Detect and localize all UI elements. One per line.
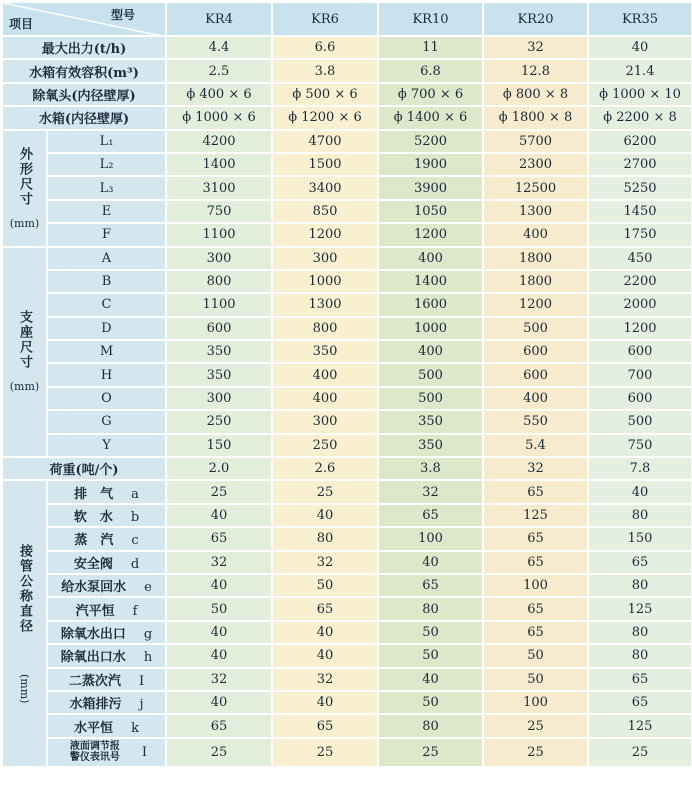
sub-label: H (47, 363, 166, 386)
value-cell: 350 (166, 340, 272, 363)
value-cell: 1400 (378, 270, 483, 293)
value-cell: 32 (483, 36, 588, 59)
sub-label: L₁ (47, 130, 166, 153)
value-cell: 65 (588, 691, 692, 714)
pipe-name: 水箱排污 (69, 697, 122, 713)
value-cell: 40 (272, 644, 378, 667)
pipe-name: 排 气 (74, 486, 114, 502)
value-cell: 6.8 (378, 59, 483, 82)
value-cell: 40 (166, 621, 272, 644)
value-cell: 32 (483, 457, 588, 480)
value-cell: 1200 (588, 317, 692, 340)
value-cell: 250 (272, 434, 378, 457)
value-cell: 32 (166, 551, 272, 574)
value-cell: 50 (483, 668, 588, 691)
pipe-label-cell (47, 480, 166, 503)
support-row (2, 293, 692, 316)
support-row (2, 247, 692, 270)
value-cell: 80 (378, 597, 483, 620)
value-cell: 100 (378, 527, 483, 550)
group-title: 外形尺寸 (17, 146, 32, 207)
value-cell: 850 (272, 200, 378, 223)
sub-label: A (47, 247, 166, 270)
value-cell: 40 (272, 691, 378, 714)
value-cell: 500 (378, 387, 483, 410)
value-cell: 300 (272, 410, 378, 433)
dimensions-row (2, 223, 692, 246)
value-cell: 150 (166, 434, 272, 457)
basic-row (2, 36, 692, 59)
value-cell: 32 (166, 668, 272, 691)
pipe-label-cell (47, 738, 166, 767)
pipes-row (2, 480, 692, 503)
basic-row (2, 106, 692, 129)
value-cell: 1000 (272, 270, 378, 293)
pipe-name: 除氧出口水 (60, 650, 126, 666)
value-cell: 5250 (588, 176, 692, 199)
value-cell: 40 (588, 36, 692, 59)
value-cell: 300 (166, 387, 272, 410)
value-cell: 2300 (483, 153, 588, 176)
value-cell: 4200 (166, 130, 272, 153)
value-cell: ϕ 800 × 8 (483, 83, 588, 106)
value-cell: 65 (166, 527, 272, 550)
dimensions-row (2, 176, 692, 199)
value-cell: 2000 (588, 293, 692, 316)
value-cell: 400 (483, 387, 588, 410)
value-cell: 1200 (272, 223, 378, 246)
value-cell: 1750 (588, 223, 692, 246)
value-cell: 1300 (483, 200, 588, 223)
group-unit: (mm) (9, 216, 40, 230)
pipe-label-cell (47, 504, 166, 527)
value-cell: 1900 (378, 153, 483, 176)
value-cell: 65 (588, 551, 692, 574)
sub-label: M (47, 340, 166, 363)
row-label: 水箱有效容积(m³) (2, 59, 166, 82)
basic-row (2, 83, 692, 106)
pipes-row (2, 551, 692, 574)
value-cell: ϕ 500 × 6 (272, 83, 378, 106)
value-cell: 4.4 (166, 36, 272, 59)
value-cell: 1800 (483, 247, 588, 270)
value-cell: 350 (272, 340, 378, 363)
value-cell: 2.6 (272, 457, 378, 480)
value-cell: 40 (166, 504, 272, 527)
value-cell: 65 (483, 551, 588, 574)
value-cell: 3.8 (272, 59, 378, 82)
pipes-row (2, 714, 692, 737)
value-cell: 32 (272, 551, 378, 574)
value-cell: 500 (378, 363, 483, 386)
sub-label: B (47, 270, 166, 293)
value-cell: 25 (378, 738, 483, 767)
row-label: 水箱(内径壁厚) (2, 106, 166, 129)
value-cell: 550 (483, 410, 588, 433)
value-cell: 65 (483, 527, 588, 550)
spec-table (1, 1, 692, 768)
pipe-name: 水平恒 (74, 720, 114, 736)
value-cell: 80 (588, 621, 692, 644)
value-cell: ϕ 1000 × 10 (588, 83, 692, 106)
pipe-code: k (131, 720, 139, 736)
pipe-code: g (143, 626, 153, 642)
value-cell: 800 (166, 270, 272, 293)
value-cell: 150 (588, 527, 692, 550)
pipe-label-cell (47, 714, 166, 737)
pipe-label-cell (47, 551, 166, 574)
value-cell: 1100 (166, 293, 272, 316)
sub-label: G (47, 410, 166, 433)
corner-item-label: 项目 (9, 17, 34, 31)
value-cell: 1300 (272, 293, 378, 316)
sub-label: O (47, 387, 166, 410)
value-cell: 6200 (588, 130, 692, 153)
value-cell: 40 (588, 480, 692, 503)
value-cell: 1800 (483, 270, 588, 293)
pipes-row (2, 691, 692, 714)
value-cell: ϕ 1200 × 6 (272, 106, 378, 129)
pipes-row (2, 504, 692, 527)
pipes-row (2, 574, 692, 597)
support-row (2, 387, 692, 410)
value-cell: ϕ 700 × 6 (378, 83, 483, 106)
pipe-name: 除氧水出口 (60, 626, 126, 642)
sub-label: D (47, 317, 166, 340)
value-cell: 65 (272, 597, 378, 620)
pipe-code: b (130, 510, 140, 525)
value-cell: 25 (272, 480, 378, 503)
value-cell: 65 (483, 621, 588, 644)
corner-model-label: 型号 (110, 8, 135, 22)
pipe-code: d (130, 556, 140, 572)
group-title: 接管公称直径 (17, 543, 32, 634)
pipes-row (2, 738, 692, 767)
value-cell: 750 (166, 200, 272, 223)
model-header-cell: KR10 (378, 2, 483, 36)
value-cell: 40 (272, 621, 378, 644)
value-cell: 65 (378, 574, 483, 597)
value-cell: 2700 (588, 153, 692, 176)
value-cell: 1200 (483, 293, 588, 316)
value-cell: 400 (378, 340, 483, 363)
pipe-name: 汽平恒 (75, 603, 115, 619)
pipes-row (2, 621, 692, 644)
model-header-cell: KR4 (166, 2, 272, 36)
pipe-code: e (144, 580, 152, 596)
value-cell: 1200 (378, 223, 483, 246)
support-row (2, 363, 692, 386)
sub-label: L₃ (47, 176, 166, 199)
pipe-code: h (143, 650, 153, 666)
value-cell: 25 (166, 480, 272, 503)
pipe-label-cell (47, 621, 166, 644)
value-cell: 11 (378, 36, 483, 59)
support-row (2, 270, 692, 293)
row-label: 最大出力(t/h) (2, 36, 166, 59)
value-cell: 300 (272, 247, 378, 270)
value-cell: 40 (166, 574, 272, 597)
pipe-code: I (141, 744, 148, 760)
pipe-name: 给水泵回水 (61, 580, 127, 596)
value-cell: 65 (166, 714, 272, 737)
sub-label: C (47, 293, 166, 316)
support-row (2, 434, 692, 457)
row-label: 除氧头(内径壁厚) (2, 83, 166, 106)
value-cell: 350 (378, 410, 483, 433)
support-row (2, 317, 692, 340)
value-cell: 450 (588, 247, 692, 270)
support-row (2, 340, 692, 363)
basic-row (2, 59, 692, 82)
value-cell: 100 (483, 691, 588, 714)
value-cell: 2.5 (166, 59, 272, 82)
value-cell: 350 (378, 434, 483, 457)
value-cell: 80 (272, 527, 378, 550)
value-cell: 80 (588, 574, 692, 597)
value-cell: 5.4 (483, 434, 588, 457)
pipes-row (2, 597, 692, 620)
sub-label: E (47, 200, 166, 223)
value-cell: 3900 (378, 176, 483, 199)
pipe-name: 液面调节报警仪表讯号 (69, 741, 120, 764)
value-cell: 25 (272, 738, 378, 767)
pipe-name: 软 水 (73, 510, 113, 525)
pipe-name: 安全阀 (73, 556, 113, 572)
pipe-name: 蒸 汽 (74, 533, 114, 549)
pipe-code: c (131, 533, 139, 549)
value-cell: 400 (378, 247, 483, 270)
group-unit: (mm) (18, 673, 31, 704)
value-cell: 32 (272, 668, 378, 691)
pipes-row (2, 644, 692, 667)
value-cell: 500 (483, 317, 588, 340)
pipe-label-cell (47, 527, 166, 550)
value-cell: ϕ 1000 × 6 (166, 106, 272, 129)
value-cell: 50 (272, 574, 378, 597)
value-cell: 1600 (378, 293, 483, 316)
value-cell: 750 (588, 434, 692, 457)
value-cell: 25 (483, 738, 588, 767)
value-cell: 65 (483, 597, 588, 620)
value-cell: 600 (166, 317, 272, 340)
group-title: 支座尺寸 (17, 310, 32, 371)
value-cell: 25 (483, 714, 588, 737)
value-cell: 4700 (272, 130, 378, 153)
value-cell: 25 (166, 738, 272, 767)
value-cell: ϕ 2200 × 8 (588, 106, 692, 129)
value-cell: 5200 (378, 130, 483, 153)
pipe-label-cell (47, 691, 166, 714)
value-cell: 6.6 (272, 36, 378, 59)
weight-row (2, 457, 692, 480)
dimensions-row (2, 130, 692, 153)
sub-label: F (47, 223, 166, 246)
value-cell: 700 (588, 363, 692, 386)
value-cell: 50 (483, 644, 588, 667)
value-cell: 350 (166, 363, 272, 386)
dimensions-group-label (2, 130, 47, 247)
model-header-cell: KR35 (588, 2, 692, 36)
dimensions-row (2, 153, 692, 176)
value-cell: 50 (378, 691, 483, 714)
value-cell: 600 (588, 387, 692, 410)
value-cell: 3400 (272, 176, 378, 199)
sub-label: Y (47, 434, 166, 457)
value-cell: 50 (378, 621, 483, 644)
pipe-code: f (132, 603, 138, 619)
pipe-code: j (139, 697, 144, 713)
value-cell: 600 (588, 340, 692, 363)
value-cell: 1050 (378, 200, 483, 223)
header-row (2, 2, 692, 36)
value-cell: 3.8 (378, 457, 483, 480)
value-cell: 40 (166, 644, 272, 667)
pipe-name: 二蒸次汽 (68, 673, 121, 689)
value-cell: 125 (483, 504, 588, 527)
value-cell: 21.4 (588, 59, 692, 82)
value-cell: 80 (588, 504, 692, 527)
value-cell: 65 (378, 504, 483, 527)
value-cell: 12500 (483, 176, 588, 199)
value-cell: 2200 (588, 270, 692, 293)
value-cell: ϕ 400 × 6 (166, 83, 272, 106)
value-cell: 125 (588, 714, 692, 737)
value-cell: 1500 (272, 153, 378, 176)
pipe-label-cell (47, 644, 166, 667)
value-cell: 100 (483, 574, 588, 597)
value-cell: 600 (483, 340, 588, 363)
value-cell: 400 (483, 223, 588, 246)
value-cell: 50 (166, 597, 272, 620)
value-cell: 80 (378, 714, 483, 737)
value-cell: 65 (483, 480, 588, 503)
pipe-label-cell (47, 574, 166, 597)
value-cell: ϕ 1800 × 8 (483, 106, 588, 129)
model-header-cell: KR6 (272, 2, 378, 36)
value-cell: 40 (272, 504, 378, 527)
value-cell: 40 (166, 691, 272, 714)
pipe-label-cell (47, 668, 166, 691)
value-cell: 125 (588, 597, 692, 620)
value-cell: 12.8 (483, 59, 588, 82)
value-cell: 65 (588, 668, 692, 691)
value-cell: 800 (272, 317, 378, 340)
value-cell: 1100 (166, 223, 272, 246)
pipes-row (2, 527, 692, 550)
sub-label: L₂ (47, 153, 166, 176)
group-unit: (mm) (9, 380, 40, 394)
value-cell: 2.0 (166, 457, 272, 480)
value-cell: 1000 (378, 317, 483, 340)
pipe-label-cell (47, 597, 166, 620)
value-cell: 65 (272, 714, 378, 737)
row-label: 荷重(吨/个) (2, 457, 166, 480)
dimensions-row (2, 200, 692, 223)
value-cell: 7.8 (588, 457, 692, 480)
value-cell: 300 (166, 247, 272, 270)
value-cell: 1450 (588, 200, 692, 223)
value-cell: 500 (588, 410, 692, 433)
pipe-code: I (138, 673, 145, 689)
pipes-group-label (2, 480, 47, 766)
value-cell: 5700 (483, 130, 588, 153)
value-cell: 80 (588, 644, 692, 667)
value-cell: 32 (378, 480, 483, 503)
value-cell: 40 (378, 668, 483, 691)
value-cell: 400 (272, 363, 378, 386)
value-cell: 400 (272, 387, 378, 410)
value-cell: 600 (483, 363, 588, 386)
value-cell: 250 (166, 410, 272, 433)
value-cell: 50 (378, 644, 483, 667)
pipe-code: a (131, 486, 139, 502)
value-cell: 1400 (166, 153, 272, 176)
value-cell: 3100 (166, 176, 272, 199)
support-row (2, 410, 692, 433)
value-cell: 40 (378, 551, 483, 574)
support-group-label (2, 247, 47, 458)
corner-header-cell (2, 2, 166, 36)
model-header-cell: KR20 (483, 2, 588, 36)
pipes-row (2, 668, 692, 691)
value-cell: 25 (588, 738, 692, 767)
value-cell: ϕ 1400 × 6 (378, 106, 483, 129)
